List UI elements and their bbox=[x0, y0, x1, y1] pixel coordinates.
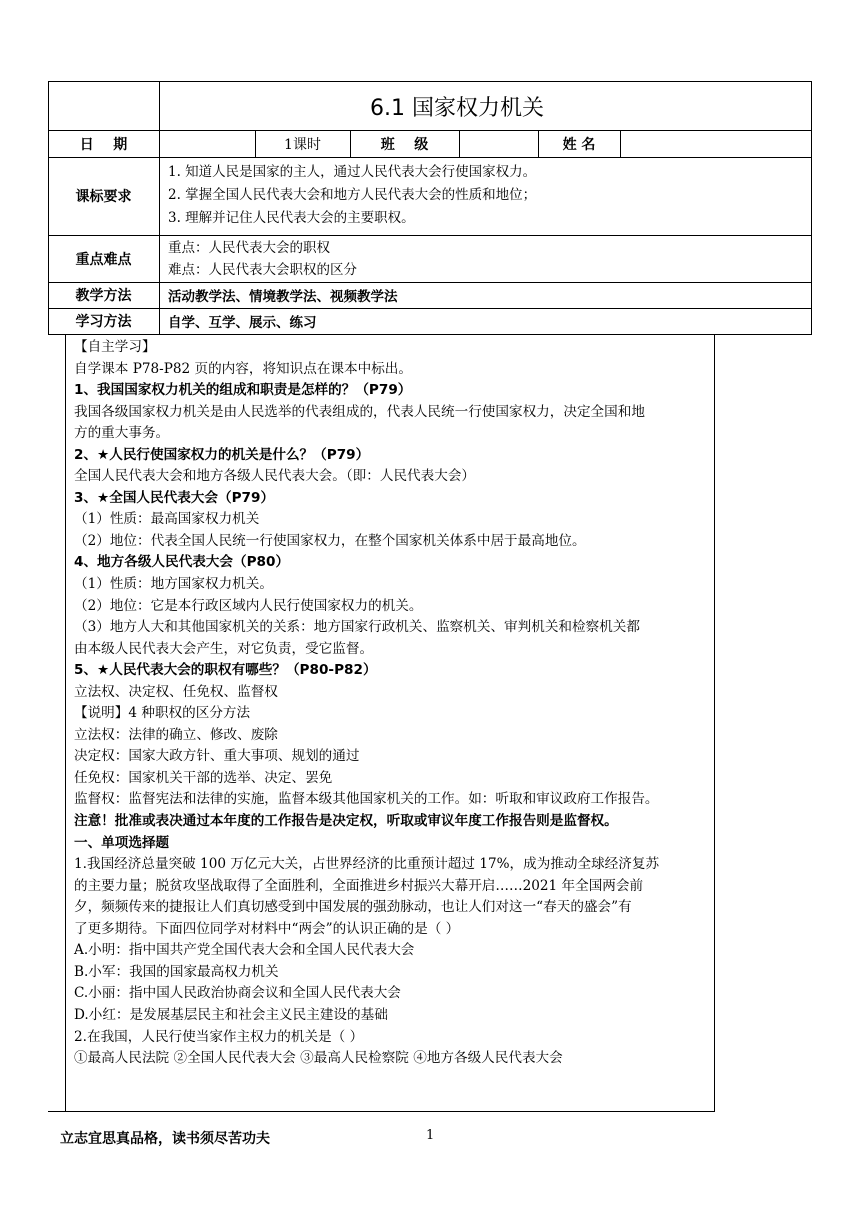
content-line: 自学课本 P78-P82 页的内容，将知识点在课本中标出。 bbox=[74, 360, 412, 377]
footer-motto: 立志宜思真品格，读书须尽苦功夫 bbox=[60, 1131, 270, 1147]
key-points-label: 重点难点 bbox=[75, 251, 132, 268]
content-line: 了更多期待。下面四位同学对材料中“两会”的认识正确的是（ ） bbox=[74, 920, 460, 937]
page-title: 6.1 国家权力机关 bbox=[370, 95, 544, 121]
content-line: 的主要力量；脱贫攻坚战取得了全面胜利，全面推进乡村振兴大幕开启……2021 年全国两会前 bbox=[74, 877, 644, 894]
content-line: A.小明：指中国共产党全国代表大会和全国人民代表大会 bbox=[74, 942, 415, 959]
content-heading: 4、地方各级人民代表大会（P80） bbox=[74, 554, 290, 571]
content-line: B.小军：我国的国家最高权力机关 bbox=[74, 963, 279, 980]
requirements-list bbox=[168, 161, 808, 230]
content-line: 决定权：国家大政方针、重大事项、规划的通过 bbox=[74, 748, 360, 765]
content-line: （2）地位：它是本行政区域内人民行使国家权力的机关。 bbox=[74, 597, 423, 614]
content-line: 全国人民代表大会和地方各级人民代表大会。（即：人民代表大会） bbox=[74, 468, 476, 485]
name-value bbox=[620, 130, 811, 157]
content-line: 立法权、决定权、任免权、监督权 bbox=[74, 683, 278, 700]
class-label: 班 级 bbox=[380, 136, 429, 153]
content-line: 监督权：监督宪法和法律的实施，监督本级其他国家机关的工作。如：听取和审议政府工作报告。 bbox=[74, 791, 659, 808]
requirement-item: 3. 理解并记住人民代表大会的主要职权。 bbox=[168, 210, 415, 226]
content-line: 1.我国经济总量突破 100 万亿元大关，占世界经济的比重预计超过 17%，成为推动全球经济复苏 bbox=[74, 856, 660, 873]
content-line: 立法权：法律的确立、修改、废除 bbox=[74, 726, 278, 743]
requirements-label: 课标要求 bbox=[75, 189, 132, 205]
key-point-item: 重点：人民代表大会的职权 bbox=[168, 240, 330, 256]
teaching-method-value: 活动教学法、情境教学法、视频教学法 bbox=[168, 289, 398, 305]
content-line: 夕，频频传来的捷报让人们真切感受到中国发展的强劲脉动，也让人们对这一“春天的盛会”有 bbox=[74, 899, 632, 916]
content-heading: 3、★全国人民代表大会（P79） bbox=[74, 489, 275, 506]
content-line: 方的重大事务。 bbox=[74, 425, 170, 442]
name-label: 姓 名 bbox=[562, 136, 596, 153]
date-value bbox=[159, 130, 255, 157]
date-label: 日 期 bbox=[79, 136, 128, 153]
content-line: D.小红：是发展基层民主和社会主义民主建设的基础 bbox=[74, 1006, 388, 1023]
content-heading: 5、★人民代表大会的职权有哪些？（P80-P82） bbox=[74, 662, 377, 679]
key-point-item: 难点：人民代表大会职权的区分 bbox=[168, 262, 357, 278]
requirement-item: 2. 掌握全国人民代表大会和地方人民代表大会的性质和地位； bbox=[168, 187, 537, 203]
content-line: （2）地位：代表全国人民统一行使国家权力，在整个国家机关体系中居于最高地位。 bbox=[74, 532, 586, 549]
content-line: （3）地方人大和其他国家机关的关系：地方国家行政机关、监察机关、审判机关和检察机关都 bbox=[74, 619, 640, 636]
content-line: 由本级人民代表大会产生，对它负责，受它监督。 bbox=[74, 640, 374, 657]
learning-method-label: 学习方法 bbox=[75, 314, 132, 330]
content-heading: 1、我国国家权力机关的组成和职责是怎样的？（P79） bbox=[74, 382, 412, 399]
content-line: 任免权：国家机关干部的选举、决定、罢免 bbox=[74, 769, 333, 786]
content-line: （1）性质：最高国家权力机关 bbox=[74, 511, 260, 528]
key-points-list bbox=[168, 237, 808, 281]
content-line: ①最高人民法院 ②全国人民代表大会 ③最高人民检察院 ④地方各级人民代表大会 bbox=[74, 1050, 563, 1067]
content-line: 我国各级国家权力机关是由人民选举的代表组成的，代表人民统一行使国家权力，决定全国和地 bbox=[74, 403, 645, 420]
class-value bbox=[459, 130, 538, 157]
learning-method-value: 自学、互学、展示、练习 bbox=[168, 315, 317, 331]
page-number: 1 bbox=[426, 1128, 435, 1143]
content-heading: 一、单项选择题 bbox=[74, 834, 170, 851]
content-line: 【自主学习】 bbox=[74, 339, 156, 355]
content-line: （1）性质：地方国家权力机关。 bbox=[74, 576, 273, 593]
requirement-item: 1. 知道人民是国家的主人，通过人民代表大会行使国家权力。 bbox=[168, 164, 537, 180]
content-line: C.小丽：指中国人民政治协商会议和全国人民代表大会 bbox=[74, 985, 401, 1002]
content-line: 【说明】4 种职权的区分方法 bbox=[74, 705, 251, 722]
lesson-count: 1课时 bbox=[284, 136, 321, 153]
content-heading: 2、★人民行使国家权力的机关是什么？（P79） bbox=[74, 446, 370, 463]
teaching-method-label: 教学方法 bbox=[75, 288, 132, 304]
content-line: 2.在我国，人民行使当家作主权力的机关是（ ） bbox=[74, 1028, 364, 1045]
content-heading: 注意！批准或表决通过本年度的工作报告是决定权，听取或审议年度工作报告则是监督权。 bbox=[74, 813, 618, 830]
study-content bbox=[74, 337, 714, 1070]
